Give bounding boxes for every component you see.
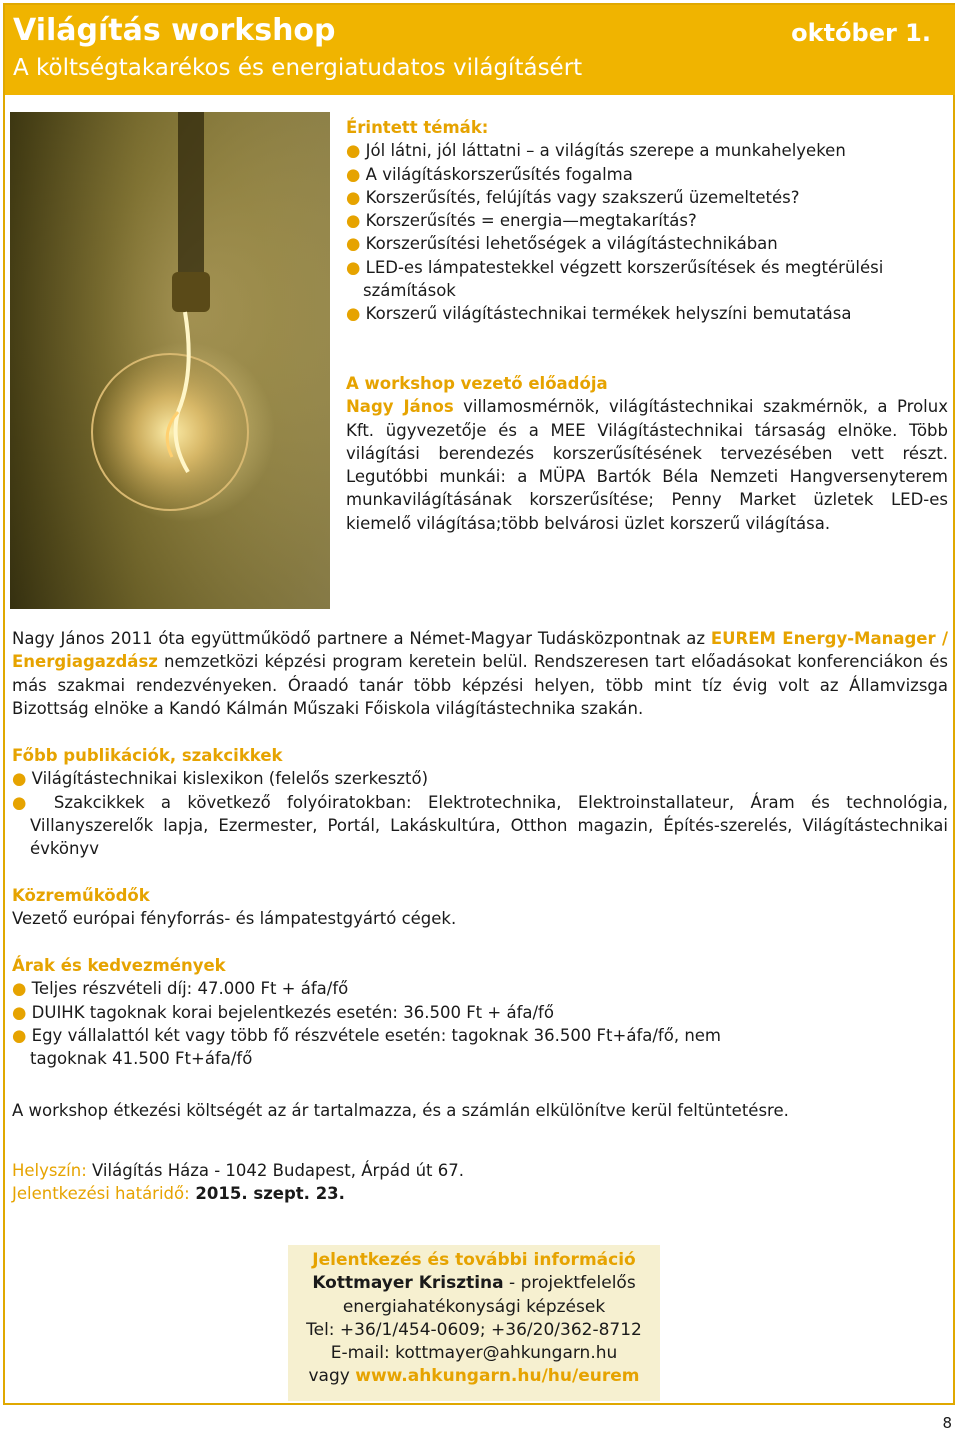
list-item (346, 209, 946, 232)
bullet-icon: ● (346, 141, 361, 161)
venue-label: Helyszín: (12, 1161, 87, 1180)
bullet-icon: ● (346, 234, 361, 254)
leader-name: Nagy János (346, 397, 454, 417)
website-link[interactable]: www.ahkungarn.hu/hu/eurem (355, 1366, 640, 1387)
cooperators-section (12, 884, 948, 931)
topic-text: LED-es lámpatestekkel végzett korszerűsítések és megtérülési számítások (363, 257, 884, 301)
cooperators-heading: Közreműködők (12, 886, 150, 905)
page-subtitle: A költségtakarékos és energiatudatos világításért (13, 55, 583, 81)
header-banner (5, 5, 955, 95)
light-bulb-photo (10, 112, 330, 609)
publication-text: Szakcikkek a következő folyóiratokban: Elektrotechnika, Elektroinstallateur, Áram és technológia, Villanyszerelők lapja, Ezermester, Portál, Lakáskultúra, Otthon magazin, Építés-szerelés, Világítástechnikai évkönyv (30, 792, 948, 859)
deadline-label: Jelentkezési határidő: (12, 1184, 190, 1204)
bullet-icon: ● (346, 164, 361, 184)
topic-text: Korszerűsítés = energia—megtakarítás? (365, 211, 697, 231)
contact-heading: Jelentkezés és további információ (312, 1250, 636, 1270)
contact-box (288, 1245, 660, 1401)
bullet-icon: ● (12, 1025, 27, 1045)
cooperators-text: Vezető európai fényforrás- és lámpatestgyártó cégek. (12, 909, 457, 929)
topic-text: Korszerű világítástechnikai termékek helyszíni bemutatása (365, 304, 852, 324)
partner-text-rest: nemzetközi képzési program keretein belül. Rendszeresen tart előadásokat konferenciákon és más szakmai rendezvényeken. Óraadó tanár több képzési helyen, több mint tíz évig volt az Államvizsga Bizottság elnöke a Kandó Kálmán Műszaki Főiskola világítástechnika szakán. (12, 652, 948, 718)
list-item (346, 186, 946, 209)
publication-text: Világítástechnikai kislexikon (felelős szerkesztő) (31, 769, 429, 789)
leader-bio-text: villamosmérnök, világítástechnikai szakmérnök, a Prolux Kft. ügyvezetője és a MEE Világítástechnikai társaság elnöke. Több világítási berendezés korszerűsítésének tervezésében vett részt. Legutóbbi munkái: a MÜPA Bartók Béla Nemzeti Hangversenyterem munkavilágításának korszerűsítése; Penny Market üzletek LED-es kiemelő világítása;több belvárosi üzlet korszerű világítása. (346, 397, 948, 533)
prices-section (12, 954, 948, 1070)
price-text: Egy vállalattól két vagy több fő részvétele esetén: tagoknak 36.500 Ft+áfa/fő, nem tagoknak 41.500 Ft+áfa/fő (30, 1025, 722, 1069)
deadline-line (12, 1182, 948, 1205)
contact-email[interactable]: E-mail: kottmayer@ahkungarn.hu (330, 1343, 618, 1364)
bullet-icon: ● (12, 1002, 27, 1022)
bullet-icon: ● (12, 769, 27, 789)
list-item (12, 791, 948, 861)
contact-role: - projektfelelős (503, 1273, 636, 1294)
bullet-icon: ● (12, 792, 38, 812)
topic-text: Jól látni, jól láttatni – a világítás szerepe a munkahelyeken (365, 141, 846, 161)
contact-person (288, 1272, 660, 1295)
leader-bio (346, 395, 948, 535)
venue-section (12, 1159, 948, 1206)
partner-paragraph (12, 627, 948, 720)
topic-text: Korszerűsítés, felújítás vagy szakszerű üzemeltetés? (365, 187, 800, 207)
program-name: EUREM Energy-Manager / Energiagazdász (12, 629, 948, 672)
topics-heading: Érintett témák: (346, 118, 489, 137)
contact-web (288, 1365, 660, 1388)
list-item (346, 302, 946, 325)
leader-heading: A workshop vezető előadója (346, 374, 608, 393)
price-text: Teljes részvételi díj: 47.000 Ft + áfa/fő (31, 979, 349, 999)
topics-section (346, 116, 946, 326)
list-item (346, 163, 946, 186)
partner-text: Nagy János 2011 óta együttműködő partnere a Német-Magyar Tudásközpontnak az (12, 629, 711, 648)
page-title: Világítás workshop (13, 13, 336, 48)
event-date: október 1. (791, 19, 931, 47)
web-prefix: vagy (308, 1366, 356, 1387)
contact-dept: energiahatékonysági képzések (342, 1296, 606, 1317)
price-text: DUIHK tagoknak korai bejelentkezés esetén: 36.500 Ft + áfa/fő (31, 1002, 554, 1022)
bullet-icon: ● (346, 211, 361, 231)
bullet-icon: ● (346, 304, 361, 324)
list-item (346, 256, 946, 303)
topic-text: A világításkorszerűsítés fogalma (365, 164, 633, 184)
venue-value: Világítás Háza - 1042 Budapest, Árpád út 67. (86, 1161, 464, 1180)
leader-section (346, 372, 948, 535)
topic-text: Korszerűsítési lehetőségek a világítástechnikában (365, 234, 778, 254)
list-item (12, 1024, 770, 1071)
list-item (346, 232, 946, 255)
meal-note: A workshop étkezési költségét az ár tartalmazza, és a számlán elkülönítve kerül feltüntetésre. (12, 1101, 789, 1120)
light-bulb-icon (10, 112, 330, 609)
bullet-icon: ● (346, 257, 361, 277)
list-item (12, 767, 948, 790)
bullet-icon: ● (12, 979, 27, 999)
publications-section (12, 744, 948, 860)
venue-line (12, 1159, 948, 1182)
prices-heading: Árak és kedvezmények (12, 956, 226, 975)
contact-phone: Tel: +36/1/454-0609; +36/20/362-8712 (306, 1319, 642, 1340)
page-number: 8 (942, 1414, 952, 1432)
deadline-value: 2015. szept. 23. (189, 1184, 345, 1204)
list-item (346, 139, 946, 162)
publications-heading: Főbb publikációk, szakcikkek (12, 746, 283, 765)
bullet-icon: ● (346, 187, 361, 207)
list-item (12, 977, 948, 1000)
list-item (12, 1001, 948, 1024)
contact-name: Kottmayer Krisztina (312, 1273, 504, 1294)
